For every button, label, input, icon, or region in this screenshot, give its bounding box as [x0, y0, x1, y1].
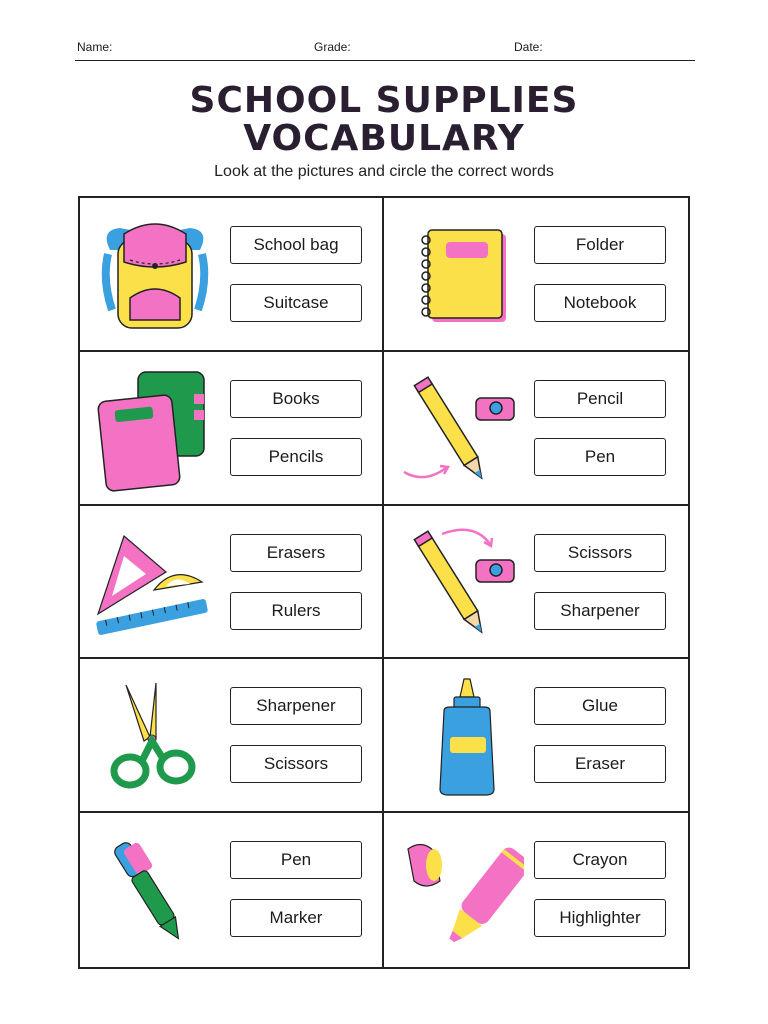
item-cell-glue: [384, 659, 688, 813]
name-label: Name:: [77, 40, 113, 54]
option-erasers[interactable]: Erasers: [230, 534, 362, 572]
highlighter-icon: [394, 825, 524, 955]
option-highlighter[interactable]: Highlighter: [534, 899, 666, 937]
option-notebook[interactable]: Notebook: [534, 284, 666, 322]
option-glue[interactable]: Glue: [534, 687, 666, 725]
sharpener-icon: [394, 518, 524, 648]
option-scissors[interactable]: Scissors: [534, 534, 666, 572]
item-cell-notebook: [384, 198, 688, 352]
pen-icon: [90, 825, 220, 955]
option-marker[interactable]: Marker: [230, 899, 362, 937]
title-line-2: VOCABULARY: [243, 118, 525, 159]
scissors-icon: [90, 671, 220, 801]
pencil-sharpener-icon: [394, 364, 524, 494]
option-sharpener[interactable]: Sharpener: [534, 592, 666, 630]
grade-label: Grade:: [314, 40, 351, 54]
vocabulary-grid: [78, 196, 690, 969]
instructions: Look at the pictures and circle the correct words: [214, 163, 554, 180]
item-cell-pen: [80, 813, 384, 967]
option-folder[interactable]: Folder: [534, 226, 666, 264]
option-scissors-2[interactable]: Scissors: [230, 745, 362, 783]
header-fields: [75, 38, 695, 61]
item-cell-highlighter: [384, 813, 688, 967]
date-label: Date:: [514, 40, 543, 54]
option-books[interactable]: Books: [230, 380, 362, 418]
option-eraser[interactable]: Eraser: [534, 745, 666, 783]
ruler-set-icon: [90, 518, 220, 648]
option-pencils[interactable]: Pencils: [230, 438, 362, 476]
item-cell-books: [80, 352, 384, 506]
item-cell-pencil: [384, 352, 688, 506]
notebook-icon: [394, 210, 524, 340]
glue-icon: [394, 671, 524, 801]
option-suitcase[interactable]: Suitcase: [230, 284, 362, 322]
item-cell-rulers: [80, 506, 384, 660]
title-line-1: SCHOOL SUPPLIES: [189, 80, 579, 121]
item-cell-scissors: [80, 659, 384, 813]
backpack-icon: [90, 210, 220, 340]
books-icon: [90, 364, 220, 494]
option-pencil[interactable]: Pencil: [534, 380, 666, 418]
option-rulers[interactable]: Rulers: [230, 592, 362, 630]
option-pen[interactable]: Pen: [534, 438, 666, 476]
item-cell-backpack: [80, 198, 384, 352]
option-crayon[interactable]: Crayon: [534, 841, 666, 879]
item-cell-sharpener: [384, 506, 688, 660]
option-sharpener-2[interactable]: Sharpener: [230, 687, 362, 725]
option-pen-2[interactable]: Pen: [230, 841, 362, 879]
option-school-bag[interactable]: School bag: [230, 226, 362, 264]
